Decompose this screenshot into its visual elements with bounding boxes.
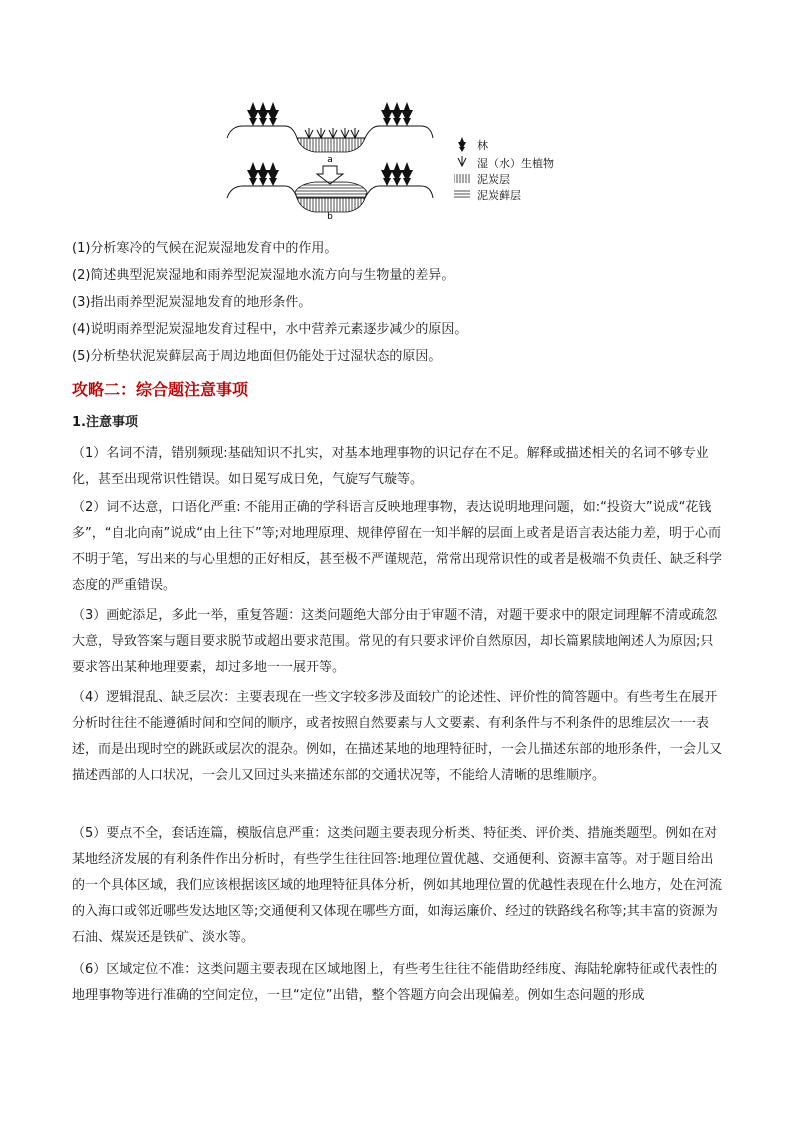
question-3: (3)指出雨养型泥炭湿地发育的地形条件。 (72, 295, 312, 310)
legend-label-forest: 林 (477, 139, 488, 152)
paragraph-5: （5）要点不全，套话连篇，模版信息严重：这类问题主要表现分析类、特征类、评价类、措施类题型。例如在对某地经济发展的有利条件作出分析时，有些学生往往回答:地理位置优越、交通便利、资源丰富等。对于题目给出的一个具体区域，我们应该根据该区域的地理特征具体分析，例如其地理位置的优越性表现在什么地方，处在河流的入海口或邻近哪些发达地区等;交通便利又体现在哪些方面，如海运廉价、经过的铁路线名称等;其丰富的资源为石油、煤炭还是铁矿、淡水等。 (72, 826, 723, 945)
legend-label-wetland-plants: 湿（水）生植物 (477, 157, 554, 170)
trees-left-a (247, 102, 279, 126)
legend-label-peat-moss-layer: 泥炭藓层 (477, 189, 521, 202)
peat-wetland-diagram (225, 100, 585, 220)
paragraph-1: （1）名词不清，错别频现:基础知识不扎实，对基本地理事物的识记存在不足。解释或描述相关的名词不够专业化，甚至出现常识性错误。如日冕写成日免，气旋写气璇等。 (72, 446, 709, 487)
question-1: (1)分析寒冷的气候在泥炭湿地发育中的作用。 (72, 241, 338, 256)
diagram-label-b: b (327, 212, 333, 220)
peat-moss-layer-icon (454, 190, 470, 199)
tree-icon (458, 137, 466, 152)
diagram-label-a: a (327, 155, 333, 165)
trees-right-b (381, 162, 413, 186)
transition-arrow (317, 166, 343, 184)
wetland-plant-icon (458, 156, 466, 166)
question-4: (4)说明雨养型泥炭湿地发育过程中，水中营养元素逐步减少的原因。 (72, 322, 468, 337)
subsection-title: 1.注意事项 (72, 415, 138, 430)
legend-label-peat-layer: 泥炭层 (477, 173, 510, 186)
diagram-legend (454, 137, 554, 202)
question-2: (2)简述典型泥炭湿地和雨养型泥炭湿地水流方向与生物量的差异。 (72, 268, 455, 283)
section-title: 攻略二：综合题注意事项 (72, 380, 249, 399)
paragraph-2: （2）词不达意，口语化严重: 不能用正确的学科语言反映地理事物，表达说明地理问题，如:“投资大”说成“花钱多”，“自北向南”说成“由上往下”等;对地理原理、规律停留在一知半解的层面上或者是语言表达能力差，明于心而不明于笔，写出来的与心里想的正好相反，甚至极不严谨规范，常常出现常识性的或者是极端不负责任、缺乏科学态度的严重错误。 (72, 500, 723, 593)
question-5: (5)分析垫状泥炭藓层高于周边地面但仍能处于过湿状态的原因。 (72, 349, 442, 364)
trees-right-a (381, 102, 413, 126)
paragraph-6: （6）区域定位不准：这类问题主要表现在区域地图上，有些考生往往不能借助经纬度、海陆轮廓特征或代表性的地理事物等进行准确的空间定位，一旦“定位”出错，整个答题方向会出现偏差。例如生态问题的形成 (72, 962, 718, 1003)
diagram-a (227, 102, 433, 165)
trees-left-b (247, 162, 279, 186)
paragraph-4: （4）逻辑混乱、缺乏层次：主要表现在一些文字较多涉及面较广的论述性、评价性的简答题中。有些考生在展开分析时往往不能遵循时间和空间的顺序，或者按照自然要素与人文要素、有利条件与不利条件的思维层次一一表述，而是出现时空的跳跃或层次的混杂。例如，在描述某地的地理特征时，一会儿描述东部的地形条件，一会儿又描述西部的人口状况，一会儿又回过头来描述东部的交通状况等，不能给人清晰的思维顺序。 (72, 690, 723, 783)
peat-layer-icon (454, 174, 470, 183)
paragraph-3: （3）画蛇添足，多此一举，重复答题：这类问题绝大部分由于审题不清，对题干要求中的限定词理解不清或疏忽大意，导致答案与题目要求脱节或超出要求范围。常见的有只要求评价自然原因，却长篇累牍地阐述人为原因;只要求答出某种地理要素，却过多地一一展开等。 (72, 608, 718, 675)
wetland-plants-a (305, 128, 359, 138)
